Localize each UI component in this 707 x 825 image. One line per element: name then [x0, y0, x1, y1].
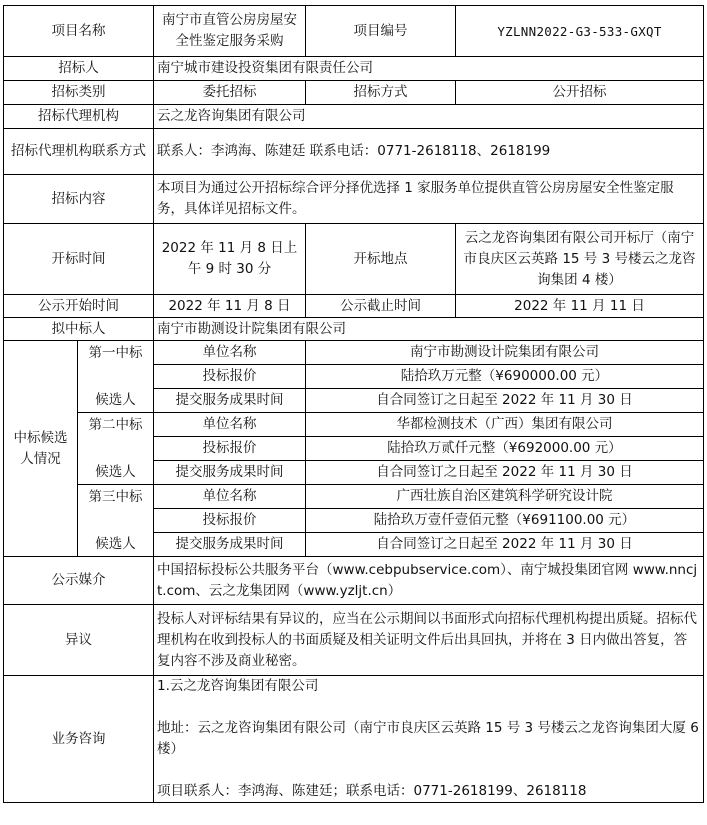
row-proposed	[4, 318, 704, 341]
candidate-1-rank	[78, 341, 154, 413]
label-pub-end: 公示截止时间	[306, 295, 456, 318]
row-agency-contact	[4, 129, 704, 175]
bid-result-table	[3, 5, 704, 803]
value-media: 中国招标投标公共服务平台（www.cebpubservice.com）、南宁城投集团官网 www.nncjt.com、云之龙集团网（www.yzljt.cn）	[154, 557, 704, 605]
value-pub-start: 2022 年 11 月 8 日	[154, 295, 306, 318]
candidate-3-rank	[78, 485, 154, 557]
consult-line-contact: 项目联系人：李鸿海、陈建廷；联系电话：0771-2618199、2618118	[157, 783, 587, 799]
value-proposed: 南宁市勘测设计院集团有限公司	[154, 318, 704, 341]
candidate-2-price: 陆拾玖万贰仟元整（¥692000.00 元）	[306, 437, 704, 461]
value-tender-type: 委托招标	[154, 81, 306, 105]
row-content	[4, 175, 704, 224]
label-consult: 业务咨询	[4, 676, 154, 803]
value-agency: 云之龙咨询集团有限公司	[154, 105, 704, 129]
candidate-3-rank-bottom: 候选人	[95, 535, 136, 552]
row-project	[4, 6, 704, 57]
value-open-time: 2022 年 11 月 8 日上午 9 时 30 分	[154, 224, 306, 295]
label-content: 招标内容	[4, 175, 154, 224]
candidate-2-rank-bottom: 候选人	[95, 463, 136, 480]
candidate-3-unit-label: 单位名称	[154, 485, 306, 509]
label-project-no: 项目编号	[306, 6, 456, 57]
value-project-name: 南宁市直管公房房屋安全性鉴定服务采购	[154, 6, 306, 57]
value-open-place: 云之龙咨询集团有限公司开标厅（南宁市良庆区云英路 15 号 3 号楼云之龙咨询集团 4 楼）	[456, 224, 704, 295]
row-media	[4, 557, 704, 605]
label-media: 公示媒介	[4, 557, 154, 605]
candidate-2-unit-label: 单位名称	[154, 413, 306, 437]
candidate-3-deadline: 自合同签订之日起至 2022 年 11 月 30 日	[306, 533, 704, 557]
label-objection: 异议	[4, 605, 154, 676]
candidate-2-unit: 华都检测技术（广西）集团有限公司	[306, 413, 704, 437]
candidate-1-deadline-label: 提交服务成果时间	[154, 389, 306, 413]
candidate-2-price-label: 投标报价	[154, 437, 306, 461]
candidate-1-unit-label: 单位名称	[154, 341, 306, 365]
value-pub-end: 2022 年 11 月 11 日	[456, 295, 704, 318]
label-tender-method: 招标方式	[306, 81, 456, 105]
label-agency-contact: 招标代理机构联系方式	[4, 129, 154, 175]
candidate-2-rank	[78, 413, 154, 485]
candidate-1-deadline: 自合同签订之日起至 2022 年 11 月 30 日	[306, 389, 704, 413]
candidate-2-deadline-label: 提交服务成果时间	[154, 461, 306, 485]
candidate-3-unit: 广西壮族自治区建筑科学研究设计院	[306, 485, 704, 509]
value-project-no: YZLNN2022-G3-533-GXQT	[456, 6, 704, 57]
value-content: 本项目为通过公开招标综合评分择优选择 1 家服务单位提供直管公房房屋安全性鉴定服务，具体详见招标文件。	[154, 175, 704, 224]
row-publicity	[4, 295, 704, 318]
value-objection: 投标人对评标结果有异议的，应当在公示期间以书面形式向招标代理机构提出质疑。招标代理机构在收到投标人的书面质疑及相关证明文件后出具回执，并将在 3 日内做出答复，答复内容不涉及商业秘密。	[154, 605, 704, 676]
consult-line-company: 1.云之龙咨询集团有限公司	[157, 678, 319, 694]
label-project-name: 项目名称	[4, 6, 154, 57]
label-tender-type: 招标类别	[4, 81, 154, 105]
value-consult	[154, 676, 704, 803]
row-objection	[4, 605, 704, 676]
label-proposed: 拟中标人	[4, 318, 154, 341]
label-agency: 招标代理机构	[4, 105, 154, 129]
candidate-3-unit-row	[4, 485, 704, 509]
consult-spacer-2	[157, 760, 700, 781]
value-tenderer: 南宁城市建设投资集团有限责任公司	[154, 57, 704, 81]
candidate-1-unit-row	[4, 341, 704, 365]
candidate-1-price-label: 投标报价	[154, 365, 306, 389]
row-consult	[4, 676, 704, 803]
candidate-1-rank-bottom: 候选人	[95, 391, 136, 408]
consult-line-address: 地址：云之龙咨询集团有限公司（南宁市良庆区云英路 15 号 3 号楼云之龙咨询集团大厦 6 楼）	[157, 720, 699, 757]
label-open-time: 开标时间	[4, 224, 154, 295]
row-open	[4, 224, 704, 295]
candidate-2-rank-top: 第二中标	[88, 416, 143, 433]
candidate-1-unit: 南宁市勘测设计院集团有限公司	[306, 341, 704, 365]
candidate-3-deadline-label: 提交服务成果时间	[154, 533, 306, 557]
candidate-2-unit-row	[4, 413, 704, 437]
value-agency-contact: 联系人：李鸿海、陈建廷 联系电话：0771-2618118、2618199	[154, 129, 704, 175]
label-open-place: 开标地点	[306, 224, 456, 295]
value-tender-method: 公开招标	[456, 81, 704, 105]
label-tenderer: 招标人	[4, 57, 154, 81]
candidate-1-price: 陆拾玖万元整（¥690000.00 元）	[306, 365, 704, 389]
candidate-1-rank-top: 第一中标	[88, 344, 143, 361]
label-candidates: 中标候选人情况	[4, 341, 78, 557]
consult-spacer-1	[157, 697, 700, 718]
candidate-3-price-label: 投标报价	[154, 509, 306, 533]
label-pub-start: 公示开始时间	[4, 295, 154, 318]
row-tender-type	[4, 81, 704, 105]
row-agency	[4, 105, 704, 129]
candidate-3-price: 陆拾玖万壹仟壹佰元整（¥691100.00 元）	[306, 509, 704, 533]
candidate-3-rank-top: 第三中标	[88, 488, 143, 505]
row-tenderer	[4, 57, 704, 81]
candidate-2-deadline: 自合同签订之日起至 2022 年 11 月 30 日	[306, 461, 704, 485]
